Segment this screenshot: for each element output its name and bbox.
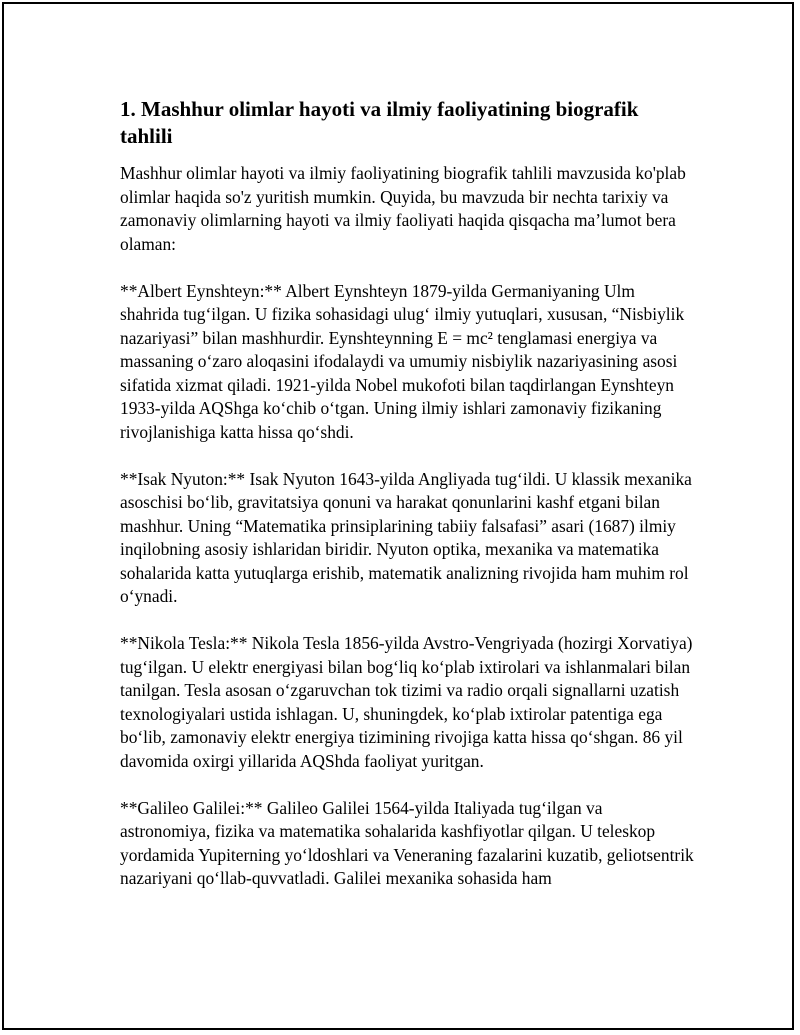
tesla-paragraph: **Nikola Tesla:** Nikola Tesla 1856-yilda Avstro-Vengriyada (hozirgi Xorvatiya) tug‘ilgan. U elektr energiyasi bilan bog‘liq ko‘plab ixtirolari va ishlanmalari bilan tanilgan. Tesla asosan o‘zgaruvchan tok tizimi va radio orqali signallarni uzatish texnologiyalari ustida ishlagan. U, shuningdek, ko‘plab ixtirolar patentiga ega bo‘lib, zamonaviy elektr energiya tizimining rivojiga katta hissa qo‘shgan. 86 yil davomida oxirgi yillarida AQShda faoliyat yuritgan.: [120, 633, 693, 771]
document-page: [2, 2, 794, 1030]
einstein-paragraph: **Albert Eynshteyn:** Albert Eynshteyn 1879-yilda Germaniyaning Ulm shahrida tug‘ilgan. U fizika sohasidagi ulug‘ ilmiy yutuqlari, xususan, “Nisbiylik nazariyasi” bilan mashhurdir. Eynshteynning E = mc² tenglamasi energiya va massaning o‘zaro aloqasini ifodalaydi va umumiy nisbiylik nazariyasining asosi sifatida xizmat qiladi. 1921-yilda Nobel mukofoti bilan taqdirlangan Eynshteyn 1933-yilda AQShga ko‘chib o‘tgan. Uning ilmiy ishlari zamonaviy fizikaning rivojlanishiga katta hissa qo‘shdi.: [120, 280, 685, 442]
newton-paragraph: **Isak Nyuton:** Isak Nyuton 1643-yilda Angliyada tug‘ildi. U klassik mexanika asoschisi bo‘lib, gravitatsiya qonuni va harakat qonunlarini kashf etgani bilan mashhur. Uning “Matematika prinsiplarining tabiiy falsafasi” asari (1687) ilmiy inqilobning asosiy ishlaridan biridir. Nyuton optika, mexanika va matematika sohalarida katta yutuqlarga erishib, matematik analizning rivojida ham muhim rol o‘ynadi.: [120, 468, 692, 606]
section-heading: 1. Mashhur olimlar hayoti va ilmiy faoliyatining biografik tahlili: [120, 97, 639, 148]
galileo-paragraph: **Galileo Galilei:** Galileo Galilei 1564-yilda Italiyada tug‘ilgan va astronomiya, fizika va matematika sohalarida kashfiyotlar qilgan. U teleskop yordamida Yupiterning yo‘ldoshlari va Veneraning fazalarini kuzatib, geliotsentrik nazariyani qo‘llab-quvvatladi. Galilei mexanika sohasida ham: [120, 797, 694, 888]
document-body: [120, 96, 694, 914]
intro-paragraph: Mashhur olimlar hayoti va ilmiy faoliyatining biografik tahlili mavzusida ko'plab olimlar haqida so'z yuritish mumkin. Quyida, bu mavzuda bir nechta tarixiy va zamonaviy olimlarning hayoti va ilmiy faoliyati haqida qisqacha ma’lumot bera olaman:: [120, 163, 686, 254]
